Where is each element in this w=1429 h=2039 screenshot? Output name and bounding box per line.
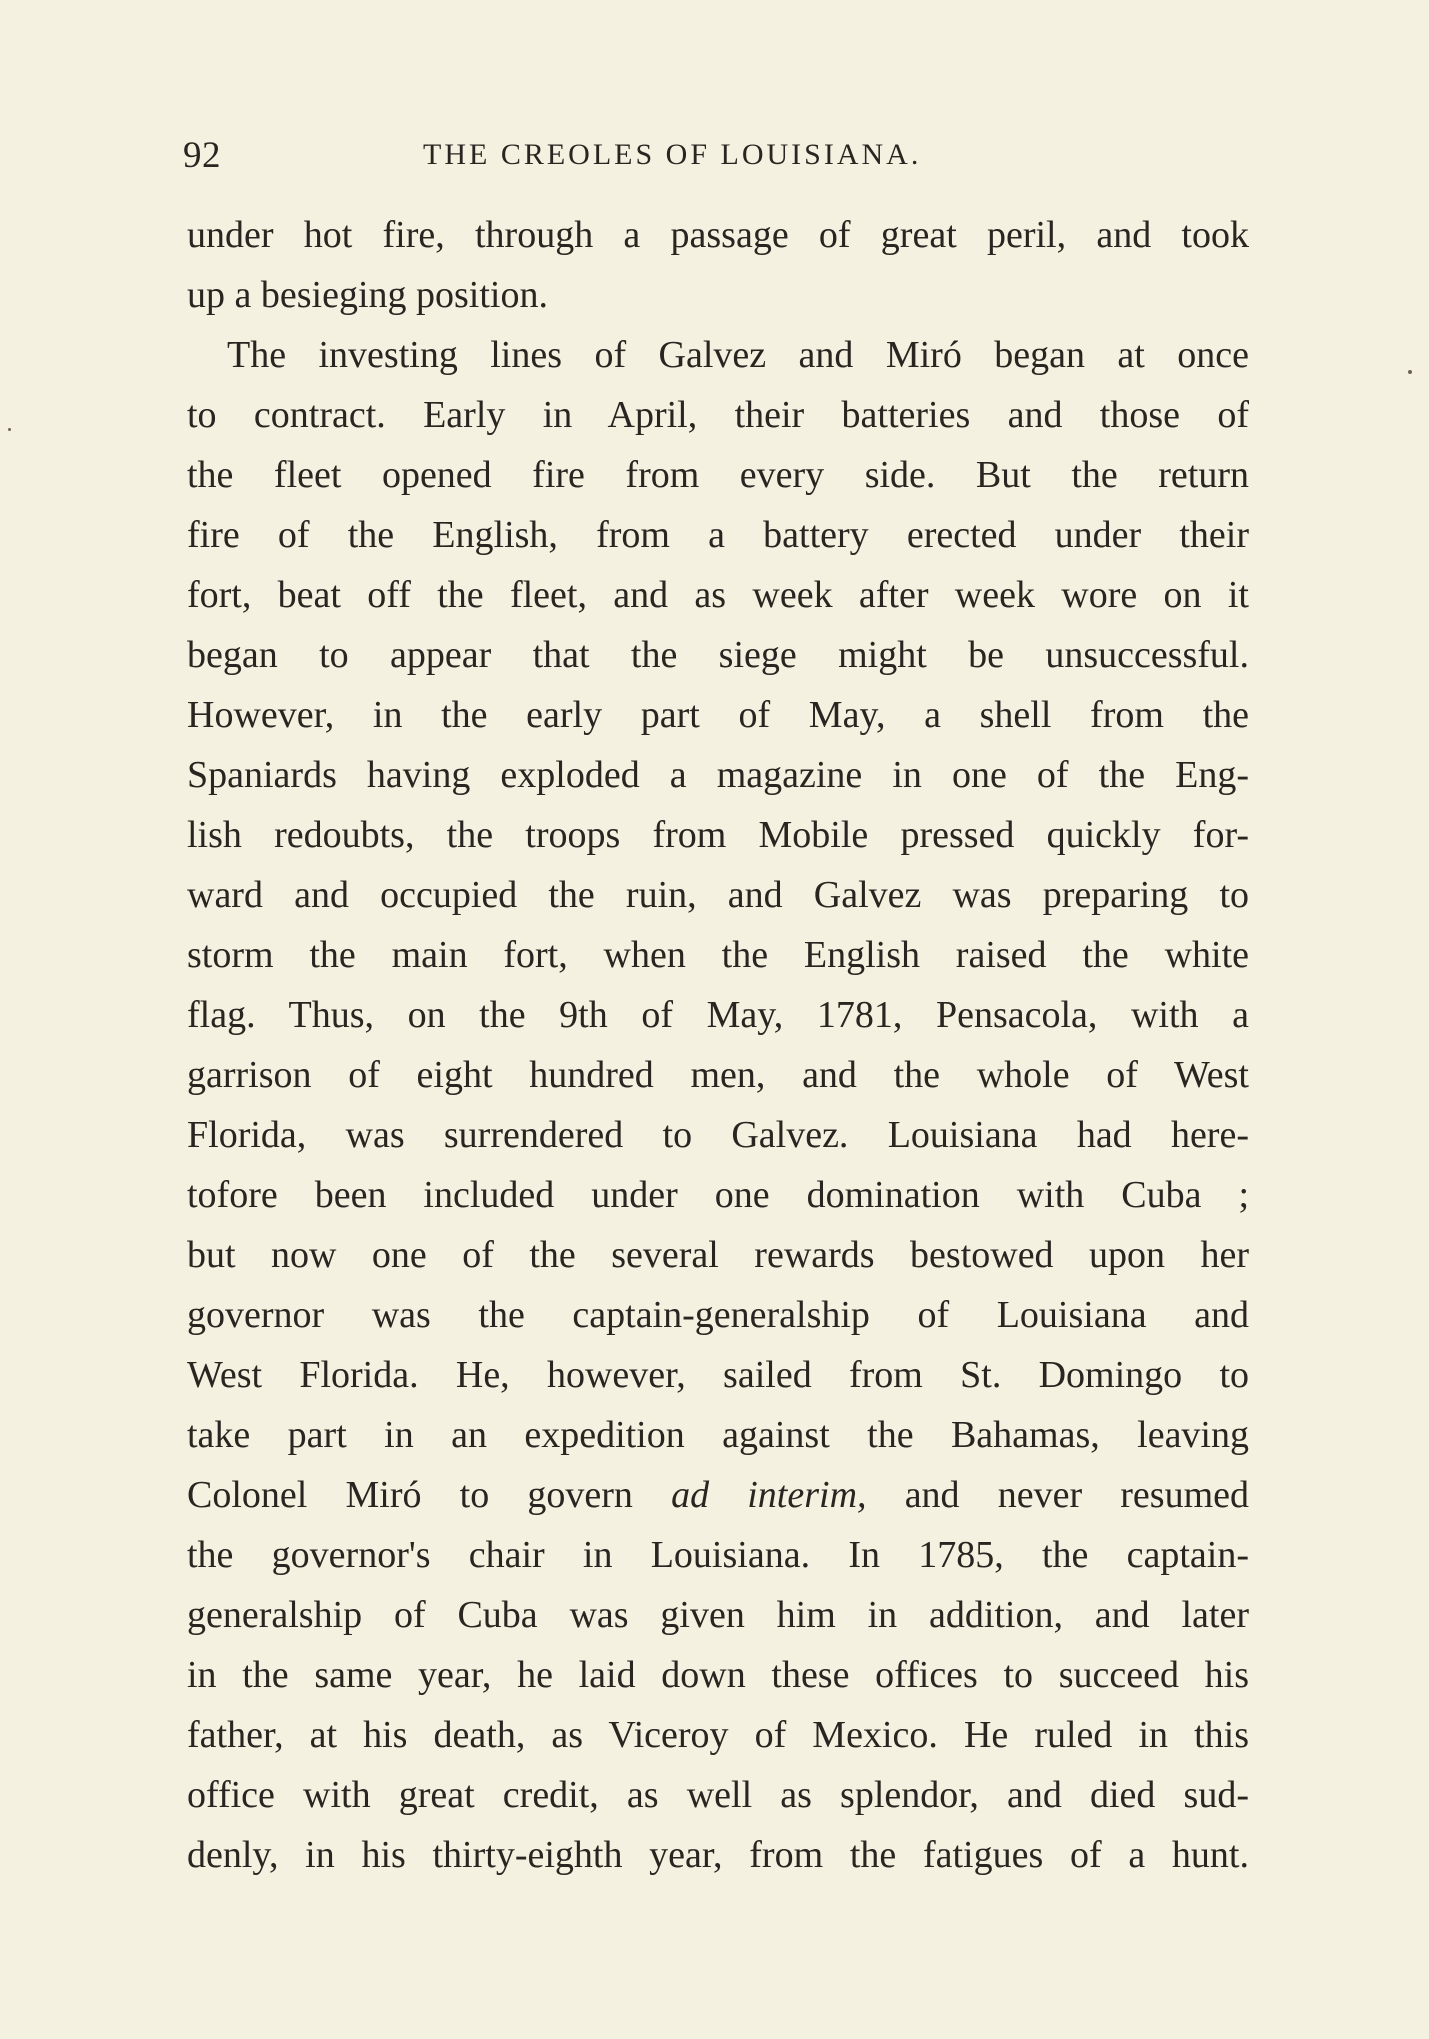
text-line: fire of the English, from a battery erected under their	[187, 514, 1249, 556]
text-line: under hot fire, through a passage of great peril, and took	[187, 214, 1249, 256]
text-line: the governor's chair in Louisiana. In 1785, the captain-	[187, 1534, 1249, 1576]
text-line: However, in the early part of May, a shell from the	[187, 694, 1249, 736]
text-line: in the same year, he laid down these offices to succeed his	[187, 1654, 1249, 1696]
text-segment: and never resumed	[904, 1474, 1249, 1516]
paper-speck	[1408, 370, 1412, 374]
text-line: the fleet opened fire from every side. But the return	[187, 454, 1249, 496]
text-line: fort, beat off the fleet, and as week after week wore on it	[187, 574, 1249, 616]
page-number: 92	[183, 135, 221, 176]
text-line: flag. Thus, on the 9th of May, 1781, Pensacola, with a	[187, 994, 1249, 1036]
text-line: garrison of eight hundred men, and the whole of West	[187, 1054, 1249, 1096]
text-line: The investing lines of Galvez and Miró began at once	[227, 334, 1249, 376]
text-line: lish redoubts, the troops from Mobile pressed quickly for-	[187, 814, 1249, 856]
text-line: office with great credit, as well as splendor, and died sud-	[187, 1774, 1249, 1816]
text-line-mixed	[187, 1465, 1249, 1525]
text-line: to contract. Early in April, their batteries and those of	[187, 394, 1249, 436]
body-text	[187, 205, 1249, 1885]
text-line: father, at his death, as Viceroy of Mexico. He ruled in this	[187, 1714, 1249, 1756]
text-line: take part in an expedition against the Bahamas, leaving	[187, 1414, 1249, 1456]
running-head	[183, 134, 1253, 184]
text-line: denly, in his thirty-eighth year, from the fatigues of a hunt.	[187, 1834, 1249, 1876]
text-line: storm the main fort, when the English raised the white	[187, 934, 1249, 976]
text-line: up a besieging position.	[187, 274, 548, 316]
text-line: ward and occupied the ruin, and Galvez was preparing to	[187, 874, 1249, 916]
paper-speck	[8, 428, 11, 431]
text-line: West Florida. He, however, sailed from St. Domingo to	[187, 1354, 1249, 1396]
text-line: but now one of the several rewards bestowed upon her	[187, 1234, 1249, 1276]
text-line: Spaniards having exploded a magazine in one of the Eng-	[187, 754, 1249, 796]
text-line: generalship of Cuba was given him in addition, and later	[187, 1594, 1249, 1636]
text-line: tofore been included under one domination with Cuba ;	[187, 1174, 1249, 1216]
text-line: began to appear that the siege might be unsuccessful.	[187, 634, 1249, 676]
text-line: Florida, was surrendered to Galvez. Louisiana had here-	[187, 1114, 1249, 1156]
text-line: governor was the captain-generalship of Louisiana and	[187, 1294, 1249, 1336]
running-title: THE CREOLES OF LOUISIANA.	[423, 138, 922, 171]
italic-phrase: ad interim,	[671, 1474, 867, 1516]
text-segment: Colonel Miró to govern	[187, 1474, 633, 1516]
